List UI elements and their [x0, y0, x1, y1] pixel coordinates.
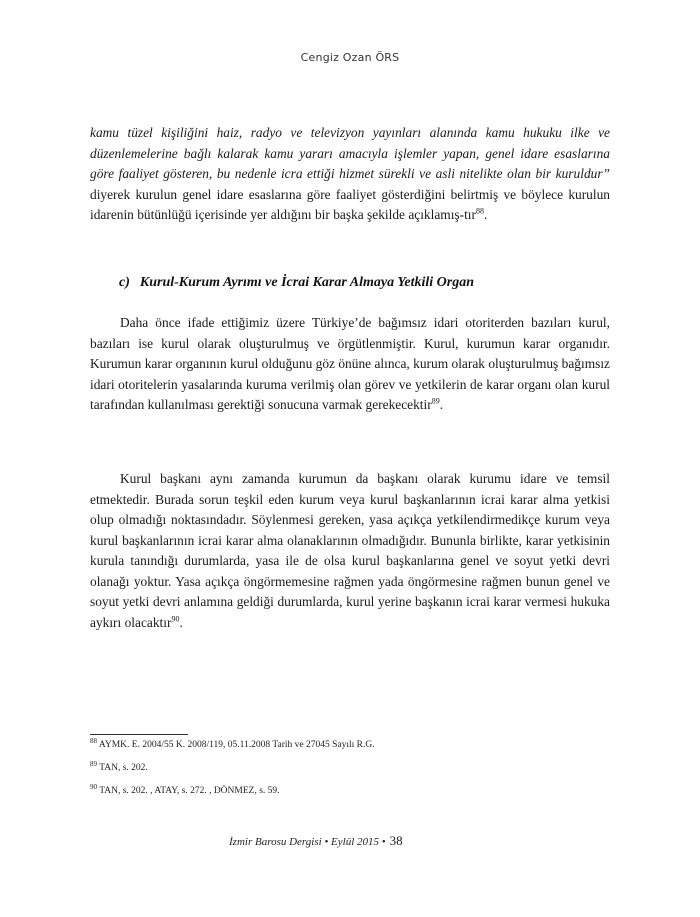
footnote-number: 88 — [90, 736, 97, 745]
footnote-text: TAN, s. 202. , ATAY, s. 272. , DÖNMEZ, s. 59. — [99, 786, 280, 796]
footnote-text: AYMK. E. 2004/55 K. 2008/119, 05.11.2008 Tarih ve 27045 Sayılı R.G. — [98, 740, 375, 750]
page-footer — [229, 833, 403, 849]
section-title: Kurul-Kurum Ayrımı ve İcrai Karar Almaya Yetkili Organ — [139, 275, 474, 290]
paragraph-2 — [90, 313, 610, 416]
paragraph-text: Kurul başkanı aynı zamanda kurumun da başkanı olarak kurumu idare ve temsil etmektedir. Burada sorun teşkil eden kurum veya kurul başkanlarının icrai karar alma yetkisi olup olmadığı noktasındadır. Söylenmesi gereken, yasa açıkça yetkilendirmedikçe kurum veya kurul başkanlarının icrai karar alma olanaklarının olmadığıdır. Bununla birlikte, karar yetkisinin kurula tanındığı durumlarda, yasa ile de olsa kurul başkanlarına genel ve soyut yetki devri olanağı yoktur. Yasa açıkça öngörmemesine rağmen yada öngörmesine rağmen bunun genel ve soyut yetki devri anlamına geldiği durumlarda, kurul yerine başkanın icrai karar vermesi hukuka aykırı olacaktır — [90, 471, 610, 630]
footnote-separator — [90, 734, 188, 735]
section-marker: c) — [119, 275, 130, 290]
paragraph-end: . — [179, 614, 183, 630]
footnote-ref-90: 90 — [171, 614, 180, 624]
footnote-90 — [90, 782, 610, 797]
running-header-author: Cengiz Ozan ÖRS — [300, 51, 400, 64]
journal-name: İzmir Barosu Dergisi • Eylül 2015 • — [229, 836, 386, 848]
footnote-89 — [90, 759, 610, 774]
paragraph-text: Daha önce ifade ettiğimiz üzere Türkiye’de bağımsız idari otoriterden bazıları kurul, bazıları ise kurul olarak oluşturulmuş ve örgütlenmiştir. Kurul, kurumun karar organıdır. Kurumun karar organının kurul olduğunu göz önüne alınca, kurum olarak oluşturulmuş bağımsız idari otoritelerin yasalarında kuruma verilmiş olan görev ve yetkilerin de karar organı olan kurul tarafından kullanılması gerektiği sonucuna varmak gerekecektir — [90, 315, 610, 412]
section-heading — [119, 275, 474, 291]
paragraph-end: . — [439, 397, 444, 412]
footnote-ref-88: 88 — [476, 206, 484, 216]
footnote-number: 90 — [90, 782, 97, 791]
paragraph-1 — [90, 123, 610, 226]
footnotes — [90, 736, 610, 808]
footnote-88 — [90, 736, 610, 751]
quoted-text: kamu tüzel kişiliğini haiz, radyo ve televizyon yayınları alanında kamu hukuku ilke ve düzenlemelerine bağlı kalarak kamu yararı amacıyla işlemler yapan, genel idare esaslarına göre faaliyet gösteren, bu nedenle icra ettiği hizmet sürekli ve asli nitelikte olan bir kuruldur” — [90, 125, 610, 181]
page-number: 38 — [389, 833, 403, 848]
paragraph-3 — [90, 469, 610, 633]
footnote-number: 89 — [90, 759, 97, 768]
paragraph-end: . — [484, 207, 488, 222]
paragraph-text: diyerek kurulun genel idare esaslarına göre faaliyet gösterdiğini belirtmiş ve böylece kurulun idarenin bütünlüğü içerisinde yer aldığını bir başka şekilde açıklamış-tır — [90, 186, 610, 222]
footnote-text: TAN, s. 202. — [99, 763, 148, 773]
footnote-ref-89: 89 — [431, 396, 440, 406]
